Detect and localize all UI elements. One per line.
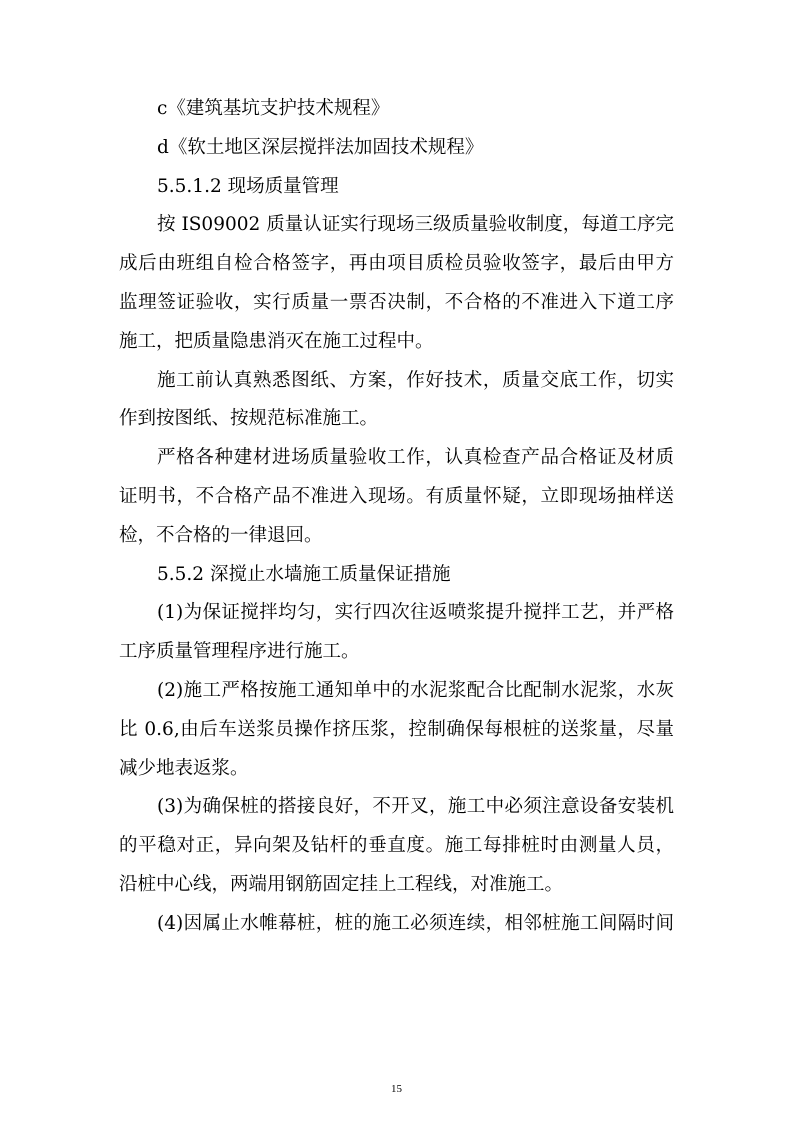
paragraph-line: (1)为保证搅拌均匀，实行四次往返喷浆提升搅拌工艺，并严格	[157, 602, 674, 624]
section-heading-5-5-2: 5.5.2 深搅止水墙施工质量保证措施	[157, 563, 451, 585]
paragraph-line: 沿桩中心线，两端用钢筋固定挂上工程线，对准施工。	[119, 873, 564, 895]
paragraph-line: 监理签证验收，实行质量一票否决制，不合格的不准进入下道工序	[119, 291, 674, 313]
paragraph-line: 作到按图纸、按规范标准施工。	[119, 408, 379, 430]
paragraph-line: 施工，把质量隐患消灭在施工过程中。	[119, 330, 434, 352]
list-item-reference-c: c《建筑基坑支护技术规程》	[157, 98, 390, 119]
paragraph-line: 减少地表返浆。	[119, 757, 249, 779]
paragraph-line: 工序质量管理程序进行施工。	[119, 641, 360, 663]
paragraph-line: 严格各种建材进场质量验收工作，认真检查产品合格证及材质	[157, 447, 674, 469]
paragraph-line: 检，不合格的一律退回。	[119, 524, 323, 546]
paragraph-line: 比 0.6,由后车送浆员操作挤压浆，控制确保每根桩的送浆量，尽量	[119, 718, 674, 740]
paragraph-line: (4)因属止水帷幕桩，桩的施工必须连续，相邻桩施工间隔时间	[157, 912, 674, 934]
paragraph-line: 成后由班组自检合格签字，再由项目质检员验收签字，最后由甲方	[119, 253, 674, 275]
paragraph-line: 按 IS09002 质量认证实行现场三级质量验收制度，每道工序完	[157, 214, 674, 236]
paragraph-line: (3)为确保桩的搭接良好，不开叉，施工中必须注意设备安装机	[157, 796, 674, 818]
document-body	[119, 90, 674, 944]
section-heading-5-5-1-2: 5.5.1.2 现场质量管理	[157, 175, 339, 197]
paragraph-line: (2)施工严格按施工通知单中的水泥浆配合比配制水泥浆，水灰	[157, 679, 674, 701]
list-item-reference-d: d《软土地区深层搅拌法加固技术规程》	[157, 136, 484, 158]
page-number: 15	[391, 1083, 402, 1095]
paragraph-line: 施工前认真熟悉图纸、方案，作好技术，质量交底工作，切实	[157, 369, 674, 391]
paragraph-line: 证明书，不合格产品不准进入现场。有质量怀疑，立即现场抽样送	[119, 485, 674, 507]
paragraph-line: 的平稳对正，异向架及钻杆的垂直度。施工每排桩时由测量人员，	[119, 835, 674, 857]
